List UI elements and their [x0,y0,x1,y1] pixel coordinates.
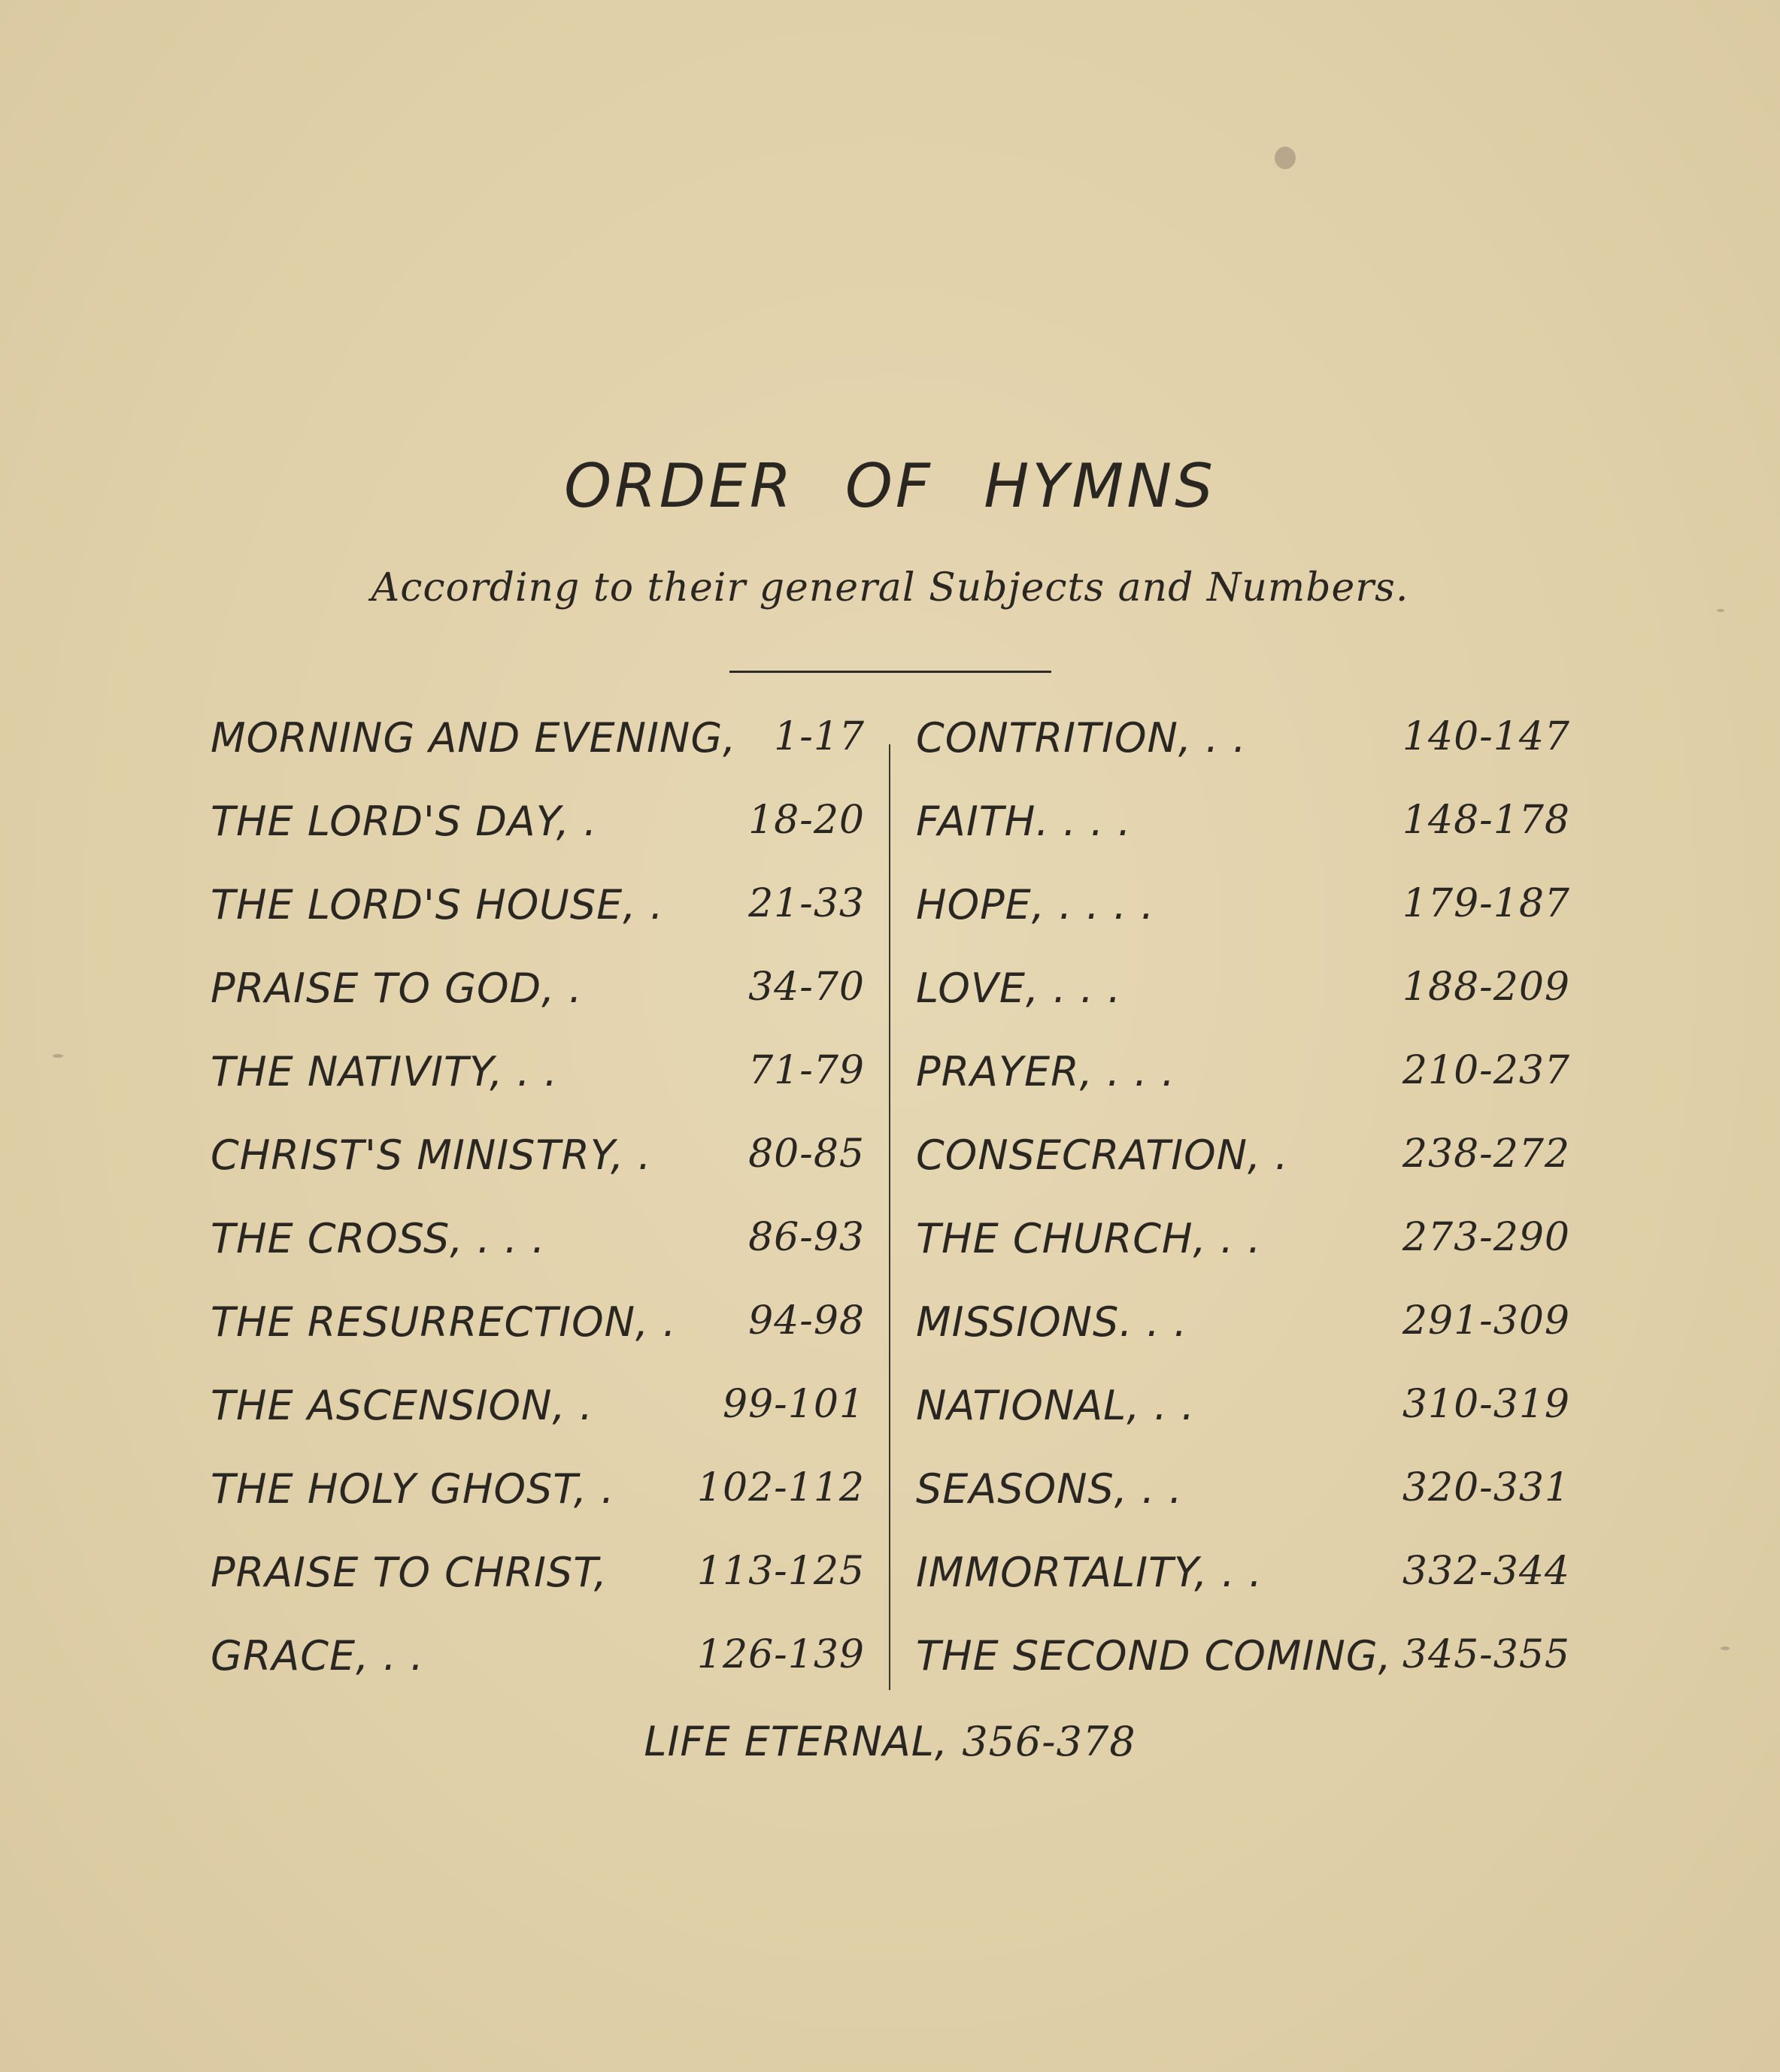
index-entry [211,1549,865,1632]
entry-hymn-range: 18-20 [748,798,865,843]
entry-hymn-range: 188-209 [1402,965,1570,1010]
entry-hymn-range: 102-112 [696,1465,865,1510]
paper-speck [1721,1646,1730,1650]
paper-speck [53,1054,63,1058]
paper-speck [1717,609,1724,612]
footer-subject: LIFE ETERNAL, [644,1718,949,1765]
index-entry [916,798,1570,881]
entry-subject: LOVE, . . . [916,965,1122,1012]
page-subtitle: According to their general Subjects and Numbers. [371,565,1409,610]
entry-hymn-range: 71-79 [748,1048,865,1093]
entry-hymn-range: 113-125 [696,1549,865,1594]
entry-hymn-range: 1-17 [774,714,865,759]
entry-subject: PRAISE TO CHRIST, [211,1549,608,1596]
entry-subject: PRAISE TO GOD, . [211,965,583,1012]
entry-subject: CONSECRATION, . [916,1131,1289,1179]
title-rule [729,671,1051,673]
entry-hymn-range: 34-70 [748,965,865,1010]
index-entry [916,1131,1570,1215]
paper-speck [1275,147,1296,169]
entry-subject: MISSIONS. . . [916,1298,1188,1346]
entry-hymn-range: 80-85 [748,1131,865,1177]
entry-subject: CHRIST'S MINISTRY, . [211,1131,652,1179]
index-entry [211,798,865,881]
right-column [916,714,1570,1716]
footer-entry [0,1718,1780,1765]
entry-subject: HOPE, . . . . [916,881,1155,928]
index-entry [211,1465,865,1549]
index-entry [211,1048,865,1131]
index-entry [916,1215,1570,1298]
index-entry [916,1048,1570,1131]
entry-hymn-range: 310-319 [1402,1382,1570,1427]
entry-hymn-range: 332-344 [1402,1549,1570,1594]
entry-subject: THE HOLY GHOST, . [211,1465,615,1513]
index-entry [916,1632,1570,1716]
entry-hymn-range: 21-33 [748,881,865,926]
index-entry [916,1465,1570,1549]
entry-subject: PRAYER, . . . [916,1048,1175,1095]
entry-hymn-range: 238-272 [1402,1131,1570,1177]
entry-hymn-range: 86-93 [748,1215,865,1260]
footer-hymn-range: 356-378 [962,1718,1136,1765]
index-entry [211,881,865,965]
entry-subject: NATIONAL, . . [916,1382,1196,1429]
index-entry [916,1549,1570,1632]
entry-hymn-range: 320-331 [1402,1465,1570,1510]
index-entry [916,714,1570,798]
entry-hymn-range: 291-309 [1402,1298,1570,1343]
page-title: ORDER OF HYMNS [564,451,1216,521]
entry-subject: THE NATIVITY, . . [211,1048,558,1095]
index-entry [211,714,865,798]
entry-subject: IMMORTALITY, . . [916,1549,1263,1596]
index-entry [211,965,865,1048]
entry-subject: GRACE, . . [211,1632,424,1680]
entry-hymn-range: 210-237 [1402,1048,1570,1093]
entry-hymn-range: 345-355 [1402,1632,1570,1677]
index-entry [916,1382,1570,1465]
index-entry [916,965,1570,1048]
entry-hymn-range: 126-139 [696,1632,865,1677]
entry-subject: THE SECOND COMING, [916,1632,1392,1680]
index-entry [211,1382,865,1465]
index-entry [916,1298,1570,1382]
index-entry [211,1298,865,1382]
entry-hymn-range: 148-178 [1402,798,1570,843]
entry-hymn-range: 140-147 [1402,714,1570,759]
entry-hymn-range: 94-98 [748,1298,865,1343]
entry-subject: CONTRITION, . . [916,714,1247,762]
entry-hymn-range: 179-187 [1402,881,1570,926]
entry-subject: THE ASCENSION, . [211,1382,593,1429]
left-column [211,714,865,1716]
index-entry [211,1215,865,1298]
entry-hymn-range: 99-101 [723,1382,865,1427]
entry-subject: THE CROSS, . . . [211,1215,546,1262]
index-entry [916,881,1570,965]
entry-subject: THE LORD'S DAY, . [211,798,598,845]
entry-subject: THE LORD'S HOUSE, . [211,881,664,928]
column-divider [889,744,890,1690]
entry-subject: THE RESURRECTION, . [211,1298,677,1346]
entry-subject: MORNING AND EVENING, [211,714,737,762]
entry-subject: FAITH. . . . [916,798,1132,845]
index-entry [211,1632,865,1716]
entry-subject: THE CHURCH, . . [916,1215,1262,1262]
index-entry [211,1131,865,1215]
entry-subject: SEASONS, . . [916,1465,1183,1513]
entry-hymn-range: 273-290 [1402,1215,1570,1260]
